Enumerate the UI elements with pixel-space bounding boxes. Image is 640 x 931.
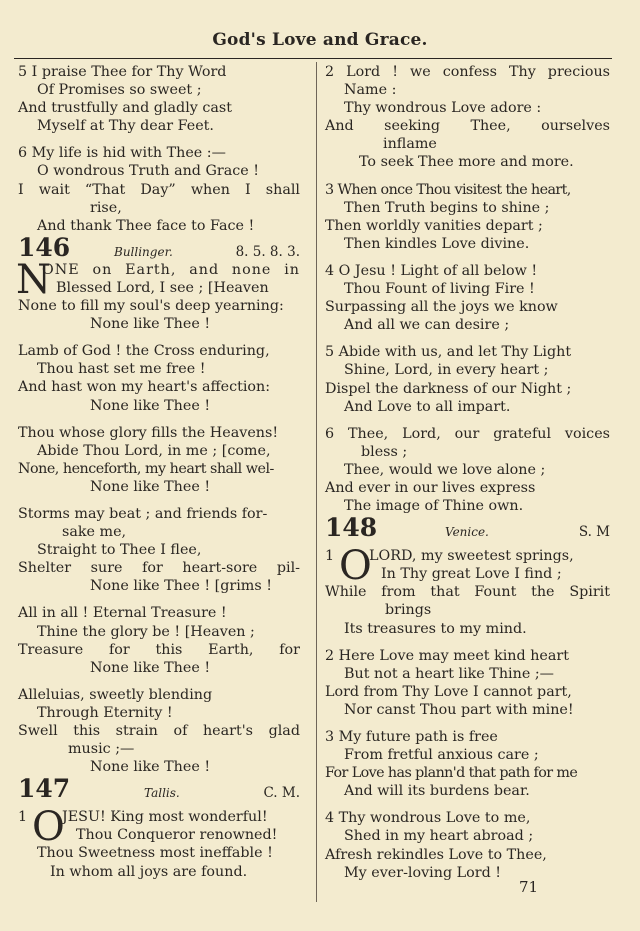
verse-line: None like Thee ! [grims ! xyxy=(90,578,272,595)
verse-line: LORD, my sweetest springs, xyxy=(369,548,574,565)
verse-line: Thee, would we love alone ; xyxy=(344,461,546,478)
verse-line: None to fill my soul's deep yearning: xyxy=(18,298,284,315)
verse-line: Thou hast set me free ! xyxy=(37,361,206,378)
verse-line: None like Thee ! xyxy=(90,316,211,333)
verse-line: Thou Sweetness most ineffable ! xyxy=(37,845,273,862)
verse-line: To seek Thee more and more. xyxy=(359,154,574,171)
header-rule xyxy=(14,58,612,59)
verse-line: 5 I praise Thee for Thy Word xyxy=(18,64,227,80)
right-column xyxy=(325,63,610,882)
verse-line: JESU! King most wonderful! xyxy=(62,809,268,826)
verse-line: Then Truth begins to shine ; xyxy=(344,199,550,216)
verse-line: Through Eternity ! xyxy=(37,704,173,721)
verse-line: While from that Fount the Spirit xyxy=(325,584,610,601)
verse-line: Thou Fount of living Fire ! xyxy=(344,281,535,298)
verse-line: Lamb of God ! the Cross enduring, xyxy=(18,343,270,360)
verse-line: From fretful anxious care ; xyxy=(344,747,539,764)
verse-line: Thou Conqueror renowned! xyxy=(76,827,278,844)
drop-cap: N xyxy=(16,256,51,303)
verse-line: In Thy great Love I find ; xyxy=(381,566,562,583)
verse-line: And seeking Thee, ourselves xyxy=(325,118,610,135)
verse-line: My ever-loving Lord ! xyxy=(344,864,502,881)
verse-line: rise, xyxy=(90,199,122,216)
verse-line: I wait “That Day” when I shall xyxy=(18,181,300,198)
verse-line: sake me, xyxy=(62,524,127,541)
verse-line: Swell this strain of heart's glad xyxy=(18,723,300,739)
hymn-148-heading xyxy=(325,515,610,541)
verse-line: Then kindles Love divine. xyxy=(344,235,530,252)
verse-line: And hast won my heart's affection: xyxy=(18,379,271,396)
verse-line: Straight to Thee I flee, xyxy=(37,542,202,559)
verse-line: Surpassing all the joys we know xyxy=(325,299,558,316)
verse-line: O wondrous Truth and Grace ! xyxy=(37,163,260,180)
verse-line: None, henceforth, my heart shall wel- xyxy=(18,460,274,477)
verse-line: Shed in my heart abroad ; xyxy=(344,828,534,845)
hymn-number: 146 xyxy=(18,232,71,262)
verse-line: And trustfully and gladly cast xyxy=(18,100,232,117)
left-column xyxy=(18,63,300,881)
verse-line: Alleluias, sweetly blending xyxy=(18,686,213,703)
verse-line: For Love has plann'd that path for me xyxy=(325,765,578,782)
hymn-number: 147 xyxy=(18,774,71,804)
verse-number: 1 xyxy=(18,809,28,826)
verse-line: 4 Thy wondrous Love to me, xyxy=(325,810,531,827)
verse-line: Abide Thou Lord, in me ; [come, xyxy=(37,442,271,459)
verse-line: Name : xyxy=(344,82,397,99)
verse-line: None like Thee ! xyxy=(90,659,211,676)
verse-line: Nor canst Thou part with mine! xyxy=(344,701,574,718)
verse-line: Afresh rekindles Love to Thee, xyxy=(325,846,547,863)
verse-line: And Love to all impart. xyxy=(344,398,511,415)
hymn-148-verse-1 xyxy=(325,543,610,601)
verse-line: None like Thee ! xyxy=(90,478,211,495)
column-divider xyxy=(316,62,317,902)
verse-line: Storms may beat ; and friends for- xyxy=(18,505,268,522)
hymn-147-heading xyxy=(18,776,300,802)
verse-line: inflame xyxy=(383,136,437,153)
verse-line: Its treasures to my mind. xyxy=(344,620,527,637)
page-number: 71 xyxy=(519,878,539,896)
drop-cap: O xyxy=(339,543,372,590)
verse-line: The image of Thine own. xyxy=(344,498,524,515)
verse-line: Shelter sure for heart-sore pil- xyxy=(18,560,300,577)
verse-line: 5 Abide with us, and let Thy Light xyxy=(325,344,572,361)
verse-line: And will its burdens bear. xyxy=(344,783,530,800)
drop-cap: O xyxy=(32,804,65,851)
verse-line: 2 Here Love may meet kind heart xyxy=(325,647,569,664)
verse-line: 6 Thee, Lord, our grateful voices xyxy=(325,425,610,442)
verse-line: Thy wondrous Love adore : xyxy=(344,100,542,117)
verse-line: 6 My life is hid with Thee :— xyxy=(18,145,226,162)
meter: 8. 5. 8. 3. xyxy=(235,243,300,260)
verse-line: Then worldly vanities depart ; xyxy=(325,217,543,234)
meter: C. M. xyxy=(263,785,300,802)
verse-line: None like Thee ! xyxy=(90,759,211,776)
verse-line: 3 When once Thou visitest the heart, xyxy=(325,181,571,198)
verse-line: In whom all joys are found. xyxy=(50,863,248,880)
verse-line: 3 My future path is free xyxy=(325,729,498,745)
verse-line: ONE on Earth, and none in xyxy=(42,261,300,278)
hymn-146-verse-1 xyxy=(16,256,300,333)
tune-name: Tallis. xyxy=(144,786,180,801)
hymn-146-heading xyxy=(18,232,300,262)
verse-line: brings xyxy=(385,602,432,619)
verse-line: bless ; xyxy=(361,443,408,460)
verse-line: Thou whose glory fills the Heavens! xyxy=(18,424,279,441)
verse-line: Of Promises so sweet ; xyxy=(37,82,202,99)
hymn-147-verse-1 xyxy=(18,804,300,880)
verse-line: Lord from Thy Love I cannot part, xyxy=(325,683,572,700)
verse-line: All in all ! Eternal Treasure ! xyxy=(18,605,227,622)
verse-line: Thine the glory be ! [Heaven ; xyxy=(37,623,255,640)
hymn-number: 148 xyxy=(325,513,378,543)
verse-line: 4 O Jesu ! Light of all below ! xyxy=(325,262,538,279)
verse-line: Myself at Thy dear Feet. xyxy=(37,118,214,135)
meter: S. M xyxy=(578,524,610,541)
verse-line: 2 Lord ! we confess Thy precious xyxy=(325,64,610,80)
verse-line: music ;— xyxy=(68,741,135,758)
verse-number: 1 xyxy=(325,548,335,565)
page-header: God's Love and Grace. xyxy=(212,30,428,50)
verse-line: Treasure for this Earth, for xyxy=(18,641,300,658)
verse-line: And ever in our lives express xyxy=(325,479,536,496)
tune-name: Bullinger. xyxy=(114,244,173,259)
verse-line: And all we can desire ; xyxy=(344,317,510,334)
verse-line: And thank Thee face to Face ! xyxy=(37,217,255,234)
verse-line: None like Thee ! xyxy=(90,397,211,414)
verse-line: But not a heart like Thine ;— xyxy=(344,665,554,682)
verse-line: Blessed Lord, I see ; [Heaven xyxy=(56,279,269,296)
tune-name: Venice. xyxy=(445,525,489,540)
verse-line: Dispel the darkness of our Night ; xyxy=(325,380,572,397)
verse-line: Shine, Lord, in every heart ; xyxy=(344,362,549,379)
